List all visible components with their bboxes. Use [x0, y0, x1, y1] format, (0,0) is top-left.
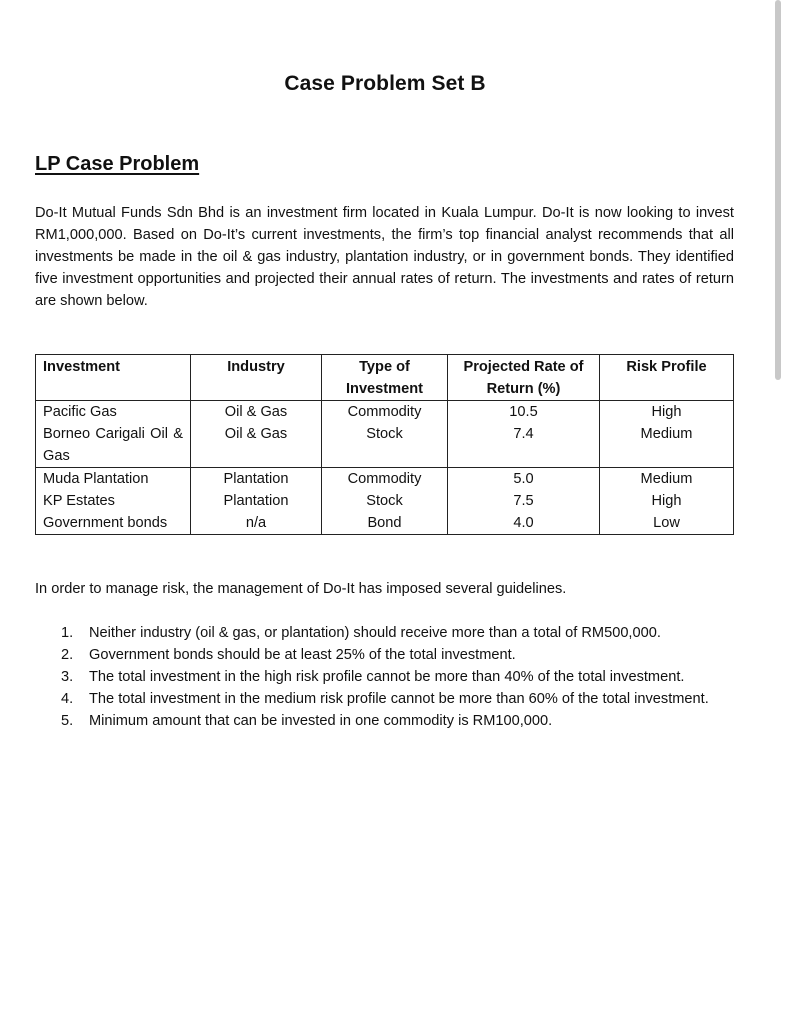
cell-industry: Oil & Gas	[191, 423, 322, 468]
header-industry: Industry	[191, 355, 322, 401]
cell-type: Bond	[322, 512, 448, 535]
guidelines-intro: In order to manage risk, the management of Do-It has imposed several guidelines.	[35, 581, 567, 597]
list-item-number: 4.	[61, 691, 74, 707]
list-item-text: The total investment in the medium risk profile cannot be more than 60% of the total investment.	[89, 691, 709, 707]
cell-industry: n/a	[191, 512, 322, 535]
list-item-number: 5.	[61, 713, 74, 729]
list-item-number: 2.	[61, 647, 74, 663]
table-row	[36, 401, 734, 424]
list-item-text: Neither industry (oil & gas, or plantation) should receive more than a total of RM500,000.	[89, 625, 661, 641]
list-item	[35, 622, 734, 644]
cell-rate: 5.0	[448, 468, 600, 491]
cell-investment: Borneo Carigali Oil & Gas	[36, 423, 191, 468]
table-row	[36, 490, 734, 512]
list-item-number: 1.	[61, 625, 74, 641]
cell-risk: High	[600, 401, 734, 424]
list-item	[35, 644, 734, 666]
list-item-text: Minimum amount that can be invested in one commodity is RM100,000.	[89, 713, 553, 729]
page-title: Case Problem Set B	[284, 72, 486, 95]
cell-risk: Low	[600, 512, 734, 535]
header-risk: Risk Profile	[600, 355, 734, 401]
cell-industry: Plantation	[191, 490, 322, 512]
list-item	[35, 710, 734, 732]
section-heading: LP Case Problem	[35, 153, 200, 175]
table-row	[36, 468, 734, 491]
investments-table	[35, 354, 734, 535]
guidelines-list	[35, 622, 734, 732]
table-row	[36, 423, 734, 468]
scrollbar[interactable]	[775, 0, 781, 380]
list-item-text: The total investment in the high risk profile cannot be more than 40% of the total investment.	[89, 669, 685, 685]
cell-risk: High	[600, 490, 734, 512]
list-item	[35, 688, 734, 710]
cell-rate: 4.0	[448, 512, 600, 535]
header-investment: Investment	[36, 355, 191, 401]
table-row	[36, 512, 734, 535]
intro-paragraph: Do-It Mutual Funds Sdn Bhd is an investment firm located in Kuala Lumpur. Do-It is now looking to invest RM1,000,000. Based on Do-It’s current investments, the firm’s top financial analyst recommends that all investments be made in the oil & gas industry, plantation industry, or in government bonds. They identified five investment opportunities and projected their annual rates of return. The investments and rates of return are shown below.	[35, 205, 734, 309]
header-type: Type of Investment	[322, 355, 448, 401]
cell-type: Stock	[322, 423, 448, 468]
cell-investment: Pacific Gas	[36, 401, 191, 424]
cell-industry: Plantation	[191, 468, 322, 491]
cell-type: Commodity	[322, 401, 448, 424]
cell-investment: Government bonds	[36, 512, 191, 535]
cell-type: Commodity	[322, 468, 448, 491]
cell-risk: Medium	[600, 423, 734, 468]
header-rate: Projected Rate of Return (%)	[448, 355, 600, 401]
cell-rate: 7.5	[448, 490, 600, 512]
cell-investment: Muda Plantation	[36, 468, 191, 491]
cell-investment: KP Estates	[36, 490, 191, 512]
table-header-row	[36, 355, 734, 401]
list-item-text: Government bonds should be at least 25% of the total investment.	[89, 647, 516, 663]
list-item	[35, 666, 734, 688]
cell-rate: 7.4	[448, 423, 600, 468]
cell-industry: Oil & Gas	[191, 401, 322, 424]
cell-type: Stock	[322, 490, 448, 512]
cell-risk: Medium	[600, 468, 734, 491]
cell-rate: 10.5	[448, 401, 600, 424]
list-item-number: 3.	[61, 669, 74, 685]
